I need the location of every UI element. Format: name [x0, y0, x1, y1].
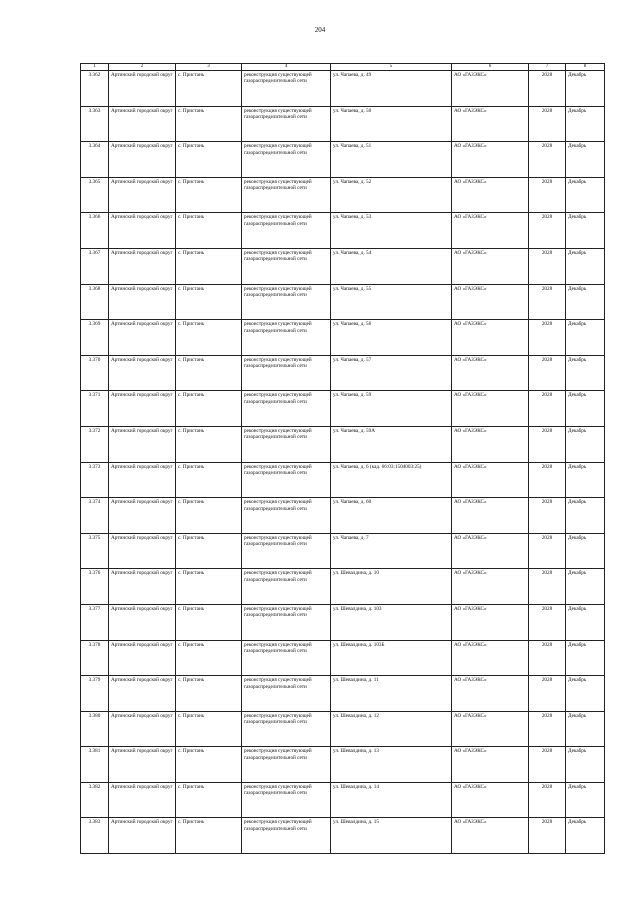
year-cell: 2028	[529, 569, 566, 605]
page-number: 204	[314, 26, 326, 34]
work-type-cell: реконструкция существующей газораспределительной сети	[242, 426, 331, 462]
header-cell: 3	[176, 64, 242, 71]
month-cell: Декабрь	[566, 747, 605, 783]
month-cell: Декабрь	[566, 391, 605, 427]
header-cell: 1	[81, 64, 109, 71]
settlement-cell: с. Пристань	[176, 640, 242, 676]
address-cell: ул. Чапаева, д. 51	[331, 142, 452, 178]
table-row	[81, 391, 605, 427]
address-cell: ул. Чапаева, д. 55	[331, 284, 452, 320]
work-type-cell: реконструкция существующей газораспределительной сети	[242, 391, 331, 427]
organization-cell: АО «ГАЗЭКС»	[452, 498, 529, 534]
settlement-cell: с. Пристань	[176, 462, 242, 498]
row-number-cell: 3.368	[81, 284, 109, 320]
table-row	[81, 248, 605, 284]
month-cell: Декабрь	[566, 142, 605, 178]
month-cell: Декабрь	[566, 569, 605, 605]
row-number-cell: 3.383	[81, 818, 109, 854]
month-cell: Декабрь	[566, 640, 605, 676]
work-type-cell: реконструкция существующей газораспределительной сети	[242, 747, 331, 783]
work-type-cell: реконструкция существующей газораспределительной сети	[242, 106, 331, 142]
row-number-cell: 3.378	[81, 640, 109, 676]
organization-cell: АО «ГАЗЭКС»	[452, 248, 529, 284]
year-cell: 2028	[529, 782, 566, 818]
year-cell: 2028	[529, 391, 566, 427]
table-row	[81, 533, 605, 569]
district-cell: Артинский городской округ	[109, 533, 176, 569]
district-cell: Артинский городской округ	[109, 498, 176, 534]
organization-cell: АО «ГАЗЭКС»	[452, 284, 529, 320]
year-cell: 2028	[529, 284, 566, 320]
district-cell: Артинский городской округ	[109, 284, 176, 320]
month-cell: Декабрь	[566, 676, 605, 712]
settlement-cell: с. Пристань	[176, 818, 242, 854]
table-row	[81, 498, 605, 534]
settlement-cell: с. Пристань	[176, 676, 242, 712]
address-cell: ул. Чапаева, д. 53	[331, 213, 452, 249]
organization-cell: АО «ГАЗЭКС»	[452, 676, 529, 712]
month-cell: Декабрь	[566, 498, 605, 534]
district-cell: Артинский городской округ	[109, 71, 176, 107]
settlement-cell: с. Пристань	[176, 498, 242, 534]
district-cell: Артинский городской округ	[109, 106, 176, 142]
organization-cell: АО «ГАЗЭКС»	[452, 71, 529, 107]
month-cell: Декабрь	[566, 355, 605, 391]
work-type-cell: реконструкция существующей газораспределительной сети	[242, 355, 331, 391]
row-number-cell: 3.380	[81, 711, 109, 747]
table-body	[81, 64, 605, 854]
year-cell: 2028	[529, 533, 566, 569]
organization-cell: АО «ГАЗЭКС»	[452, 711, 529, 747]
settlement-cell: с. Пристань	[176, 248, 242, 284]
address-cell: ул. Чапаева, д. 59А	[331, 426, 452, 462]
month-cell: Декабрь	[566, 248, 605, 284]
settlement-cell: с. Пристань	[176, 782, 242, 818]
table-row	[81, 177, 605, 213]
work-type-cell: реконструкция существующей газораспределительной сети	[242, 462, 331, 498]
district-cell: Артинский городской округ	[109, 711, 176, 747]
settlement-cell: с. Пристань	[176, 71, 242, 107]
table-row	[81, 426, 605, 462]
settlement-cell: с. Пристань	[176, 711, 242, 747]
row-number-cell: 3.370	[81, 355, 109, 391]
district-cell: Артинский городской округ	[109, 213, 176, 249]
year-cell: 2028	[529, 498, 566, 534]
work-type-cell: реконструкция существующей газораспределительной сети	[242, 248, 331, 284]
address-cell: ул. Чапаева, д. 56	[331, 320, 452, 356]
month-cell: Декабрь	[566, 604, 605, 640]
row-number-cell: 3.376	[81, 569, 109, 605]
address-cell: ул. Чапаева, д. 49	[331, 71, 452, 107]
organization-cell: АО «ГАЗЭКС»	[452, 533, 529, 569]
district-cell: Артинский городской округ	[109, 177, 176, 213]
work-type-cell: реконструкция существующей газораспределительной сети	[242, 71, 331, 107]
month-cell: Декабрь	[566, 782, 605, 818]
settlement-cell: с. Пристань	[176, 142, 242, 178]
row-number-cell: 3.377	[81, 604, 109, 640]
district-cell: Артинский городской округ	[109, 747, 176, 783]
organization-cell: АО «ГАЗЭКС»	[452, 213, 529, 249]
work-type-cell: реконструкция существующей газораспределительной сети	[242, 533, 331, 569]
settlement-cell: с. Пристань	[176, 426, 242, 462]
organization-cell: АО «ГАЗЭКС»	[452, 747, 529, 783]
organization-cell: АО «ГАЗЭКС»	[452, 142, 529, 178]
table-row	[81, 462, 605, 498]
address-cell: ул. Шевалдина, д. 103	[331, 604, 452, 640]
year-cell: 2028	[529, 320, 566, 356]
district-cell: Артинский городской округ	[109, 818, 176, 854]
work-type-cell: реконструкция существующей газораспределительной сети	[242, 676, 331, 712]
table-row	[81, 604, 605, 640]
district-cell: Артинский городской округ	[109, 355, 176, 391]
table-row	[81, 818, 605, 854]
row-number-cell: 3.372	[81, 426, 109, 462]
table-row	[81, 747, 605, 783]
work-type-cell: реконструкция существующей газораспределительной сети	[242, 818, 331, 854]
table-row	[81, 213, 605, 249]
table-row	[81, 676, 605, 712]
address-cell: ул. Чапаева, д. 50	[331, 106, 452, 142]
table-row	[81, 355, 605, 391]
header-cell: 4	[242, 64, 331, 71]
district-cell: Артинский городской округ	[109, 391, 176, 427]
settlement-cell: с. Пристань	[176, 177, 242, 213]
row-number-cell: 3.379	[81, 676, 109, 712]
year-cell: 2028	[529, 248, 566, 284]
district-cell: Артинский городской округ	[109, 462, 176, 498]
settlement-cell: с. Пристань	[176, 604, 242, 640]
month-cell: Декабрь	[566, 818, 605, 854]
year-cell: 2028	[529, 355, 566, 391]
month-cell: Декабрь	[566, 177, 605, 213]
organization-cell: АО «ГАЗЭКС»	[452, 106, 529, 142]
table-row	[81, 142, 605, 178]
settlement-cell: с. Пристань	[176, 106, 242, 142]
table-row	[81, 284, 605, 320]
year-cell: 2028	[529, 71, 566, 107]
organization-cell: АО «ГАЗЭКС»	[452, 426, 529, 462]
year-cell: 2028	[529, 711, 566, 747]
work-type-cell: реконструкция существующей газораспределительной сети	[242, 284, 331, 320]
district-cell: Артинский городской округ	[109, 569, 176, 605]
header-cell: 7	[529, 64, 566, 71]
work-type-cell: реконструкция существующей газораспределительной сети	[242, 213, 331, 249]
settlement-cell: с. Пристань	[176, 355, 242, 391]
organization-cell: АО «ГАЗЭКС»	[452, 782, 529, 818]
schedule-table	[80, 63, 605, 854]
table-row	[81, 711, 605, 747]
year-cell: 2028	[529, 747, 566, 783]
address-cell: ул. Чапаева, д. 52	[331, 177, 452, 213]
organization-cell: АО «ГАЗЭКС»	[452, 640, 529, 676]
table-row	[81, 640, 605, 676]
month-cell: Декабрь	[566, 320, 605, 356]
header-cell: 2	[109, 64, 176, 71]
work-type-cell: реконструкция существующей газораспределительной сети	[242, 604, 331, 640]
row-number-cell: 3.369	[81, 320, 109, 356]
month-cell: Декабрь	[566, 426, 605, 462]
work-type-cell: реконструкция существующей газораспределительной сети	[242, 569, 331, 605]
work-type-cell: реконструкция существующей газораспределительной сети	[242, 142, 331, 178]
row-number-cell: 3.373	[81, 462, 109, 498]
header-row	[81, 64, 605, 71]
row-number-cell: 3.374	[81, 498, 109, 534]
table-row	[81, 782, 605, 818]
work-type-cell: реконструкция существующей газораспределительной сети	[242, 711, 331, 747]
row-number-cell: 3.365	[81, 177, 109, 213]
address-cell: ул. Чапаева, д. 59	[331, 391, 452, 427]
address-cell: ул. Чапаева, д. 60	[331, 498, 452, 534]
settlement-cell: с. Пристань	[176, 284, 242, 320]
row-number-cell: 3.381	[81, 747, 109, 783]
month-cell: Декабрь	[566, 106, 605, 142]
address-cell: ул. Шевалдина, д. 12	[331, 711, 452, 747]
organization-cell: АО «ГАЗЭКС»	[452, 320, 529, 356]
year-cell: 2028	[529, 604, 566, 640]
work-type-cell: реконструкция существующей газораспределительной сети	[242, 498, 331, 534]
work-type-cell: реконструкция существующей газораспределительной сети	[242, 320, 331, 356]
year-cell: 2028	[529, 213, 566, 249]
district-cell: Артинский городской округ	[109, 142, 176, 178]
month-cell: Декабрь	[566, 213, 605, 249]
work-type-cell: реконструкция существующей газораспределительной сети	[242, 177, 331, 213]
row-number-cell: 3.382	[81, 782, 109, 818]
table-row	[81, 569, 605, 605]
year-cell: 2028	[529, 818, 566, 854]
settlement-cell: с. Пристань	[176, 569, 242, 605]
table-row	[81, 320, 605, 356]
year-cell: 2028	[529, 142, 566, 178]
district-cell: Артинский городской округ	[109, 782, 176, 818]
row-number-cell: 3.366	[81, 213, 109, 249]
row-number-cell: 3.364	[81, 142, 109, 178]
address-cell: ул. Чапаева, д. 6 (кад. 66:03:1504003:25)	[331, 462, 452, 498]
table-row	[81, 71, 605, 107]
table-row	[81, 106, 605, 142]
work-type-cell: реконструкция существующей газораспределительной сети	[242, 782, 331, 818]
district-cell: Артинский городской округ	[109, 640, 176, 676]
organization-cell: АО «ГАЗЭКС»	[452, 818, 529, 854]
address-cell: ул. Шевалдина, д. 15	[331, 818, 452, 854]
row-number-cell: 3.375	[81, 533, 109, 569]
organization-cell: АО «ГАЗЭКС»	[452, 177, 529, 213]
year-cell: 2028	[529, 106, 566, 142]
organization-cell: АО «ГАЗЭКС»	[452, 391, 529, 427]
year-cell: 2028	[529, 426, 566, 462]
organization-cell: АО «ГАЗЭКС»	[452, 462, 529, 498]
year-cell: 2028	[529, 676, 566, 712]
month-cell: Декабрь	[566, 711, 605, 747]
district-cell: Артинский городской округ	[109, 320, 176, 356]
organization-cell: АО «ГАЗЭКС»	[452, 604, 529, 640]
district-cell: Артинский городской округ	[109, 676, 176, 712]
address-cell: ул. Чапаева, д. 54	[331, 248, 452, 284]
district-cell: Артинский городской округ	[109, 248, 176, 284]
settlement-cell: с. Пристань	[176, 747, 242, 783]
address-cell: ул. Шевалдина, д. 103Б	[331, 640, 452, 676]
address-cell: ул. Шевалдина, д. 11	[331, 676, 452, 712]
address-cell: ул. Шевалдина, д. 13	[331, 747, 452, 783]
month-cell: Декабрь	[566, 533, 605, 569]
work-type-cell: реконструкция существующей газораспределительной сети	[242, 640, 331, 676]
year-cell: 2028	[529, 640, 566, 676]
month-cell: Декабрь	[566, 284, 605, 320]
year-cell: 2028	[529, 462, 566, 498]
district-cell: Артинский городской округ	[109, 604, 176, 640]
settlement-cell: с. Пристань	[176, 320, 242, 356]
address-cell: ул. Чапаева, д. 57	[331, 355, 452, 391]
row-number-cell: 3.362	[81, 71, 109, 107]
organization-cell: АО «ГАЗЭКС»	[452, 569, 529, 605]
header-cell: 6	[452, 64, 529, 71]
header-cell: 8	[566, 64, 605, 71]
organization-cell: АО «ГАЗЭКС»	[452, 355, 529, 391]
year-cell: 2028	[529, 177, 566, 213]
settlement-cell: с. Пристань	[176, 213, 242, 249]
month-cell: Декабрь	[566, 71, 605, 107]
address-cell: ул. Шевалдина, д. 10	[331, 569, 452, 605]
district-cell: Артинский городской округ	[109, 426, 176, 462]
settlement-cell: с. Пристань	[176, 533, 242, 569]
address-cell: ул. Чапаева, д. 7	[331, 533, 452, 569]
settlement-cell: с. Пристань	[176, 391, 242, 427]
address-cell: ул. Шевалдина, д. 14	[331, 782, 452, 818]
row-number-cell: 3.363	[81, 106, 109, 142]
row-number-cell: 3.367	[81, 248, 109, 284]
header-cell: 5	[331, 64, 452, 71]
row-number-cell: 3.371	[81, 391, 109, 427]
month-cell: Декабрь	[566, 462, 605, 498]
